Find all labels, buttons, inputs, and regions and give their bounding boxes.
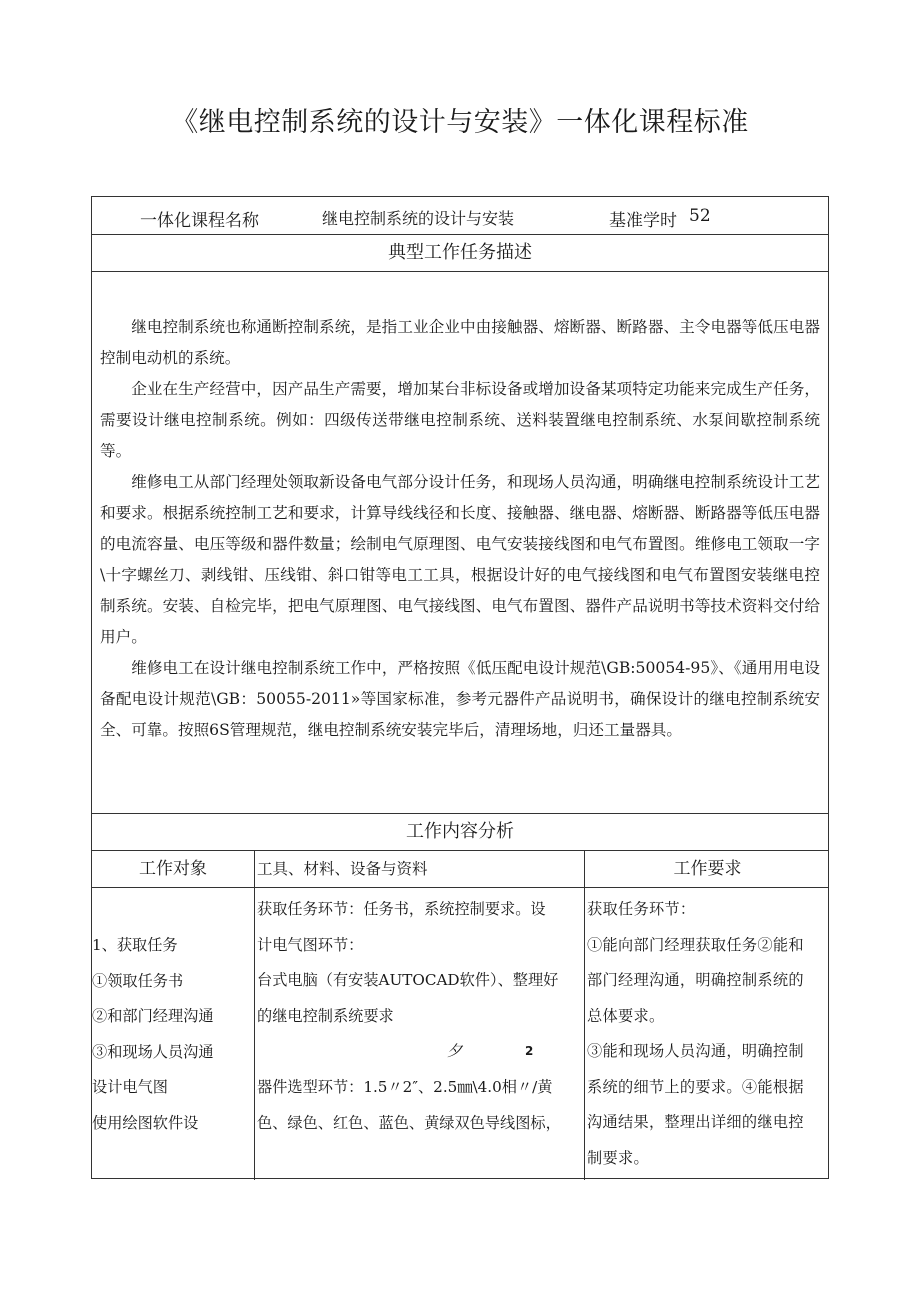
requirement-line: ③能和现场人员沟通，明确控制 <box>587 1042 804 1060</box>
requirement-line: 沟通结果，整理出详细的继电控 <box>587 1113 804 1131</box>
object-line: 设计电气图 <box>92 1078 168 1096</box>
tools-line: 获取任务环节：任务书，系统控制要求。设 <box>257 900 546 918</box>
tools-line: 的继电控制系统要求 <box>257 1006 394 1025</box>
object-line: ③和现场人员沟通 <box>92 1042 214 1061</box>
requirement-line: 系统的细节上的要求。④能根据 <box>587 1077 804 1096</box>
analysis-body-row <box>92 888 828 1180</box>
analysis-column-headers <box>92 851 828 888</box>
task-description-header: 典型工作任务描述 <box>92 235 828 272</box>
column-header-requirements: 工作要求 <box>673 859 742 879</box>
description-paragraph: 维修电工从部门经理处领取新设备电气部分设计任务，和现场人员沟通，明确继电控制系统设计工艺和要求。根据系统控制工艺和要求，计算导线线径和长度、接触器、继电器、熔断器、断路器等低压电器的电流容量、电压等级和器件数量；绘制电气原理图、电气安装接线图和电气布置图。维修电工领取一字\十字螺丝刀、剥线钳、压线钳、斜口钳等电工工具，根据设计好的电气接线图和电气布置图安装继电控制系统。安装、自检完毕，把电气原理图、电气接线图、电气布置图、器件产品说明书等技术资料交付给用户。 <box>100 473 820 646</box>
object-line: 使用绘图软件设 <box>92 1113 199 1132</box>
object-line: ②和部门经理沟通 <box>92 1007 214 1025</box>
hours-value: 52 <box>689 206 711 226</box>
requirement-line: 制要求。 <box>587 1148 649 1167</box>
column-header-object: 工作对象 <box>92 851 255 887</box>
hours-label: 基准学时 <box>609 211 677 231</box>
requirement-line: 总体要求。 <box>587 1006 665 1025</box>
task-description-cell <box>92 272 828 814</box>
work-object-cell <box>92 888 255 1180</box>
tools-cell <box>255 888 585 1180</box>
tools-line: 计电气图环节： <box>257 935 364 954</box>
requirement-line: ①能向部门经理获取任务②能和 <box>587 935 804 954</box>
stray-marks <box>257 1034 584 1070</box>
tools-line: 色、绿色、红色、蓝色、黄绿双色导线图标， <box>257 1113 561 1132</box>
page-title: 《继电控制系统的设计与安装》一体化课程标准 <box>171 107 749 138</box>
requirement-line: 获取任务环节： <box>587 900 696 918</box>
course-info-row <box>92 197 828 235</box>
requirements-cell <box>585 888 830 1180</box>
column-header-tools: 工具、材料、设备与资料 <box>255 851 585 887</box>
description-paragraph: 维修电工在设计继电控制系统工作中，严格按照《低压配电设计规范\GB:50054-95》、《通用用电设备配电设计规范\GB：50055-2011»等国家标准，参考元器件产品说明书，确保设计的继电控制系统安全、可靠。按照6S管理规范，继电控制系统安装完毕后，清理场地，归还工量器具。 <box>100 659 820 739</box>
work-analysis-header: 工作内容分析 <box>92 814 828 851</box>
course-name-label: 一体化课程名称 <box>140 211 259 231</box>
object-line: ①领取任务书 <box>92 971 184 990</box>
requirement-line: 部门经理沟通，明确控制系统的 <box>587 971 804 989</box>
description-paragraph: 继电控制系统也称通断控制系统，是指工业企业中由接触器、熔断器、断路器、主令电器等低压电器控制电动机的系统。 <box>100 318 820 367</box>
course-standard-table <box>91 196 829 1179</box>
tools-line: 器件选型环节：1.5〃2″、2.5㎜\4.0相〃/黄 <box>257 1078 553 1096</box>
stray-mark: 夕 <box>447 1042 463 1060</box>
course-name-value: 继电控制系统的设计与安装 <box>322 209 515 228</box>
tools-line: 台式电脑（有安装AUTOCAD软件）、整理好 <box>257 971 559 989</box>
object-line: 1、获取任务 <box>92 936 178 954</box>
stray-mark: 2 <box>525 1044 534 1058</box>
description-paragraph: 企业在生产经营中，因产品生产需要，增加某台非标设备或增加设备某项特定功能来完成生产任务，需要设计继电控制系统。例如：四级传送带继电控制系统、送料装置继电控制系统、水泵间歇控制系统等。 <box>100 380 820 460</box>
